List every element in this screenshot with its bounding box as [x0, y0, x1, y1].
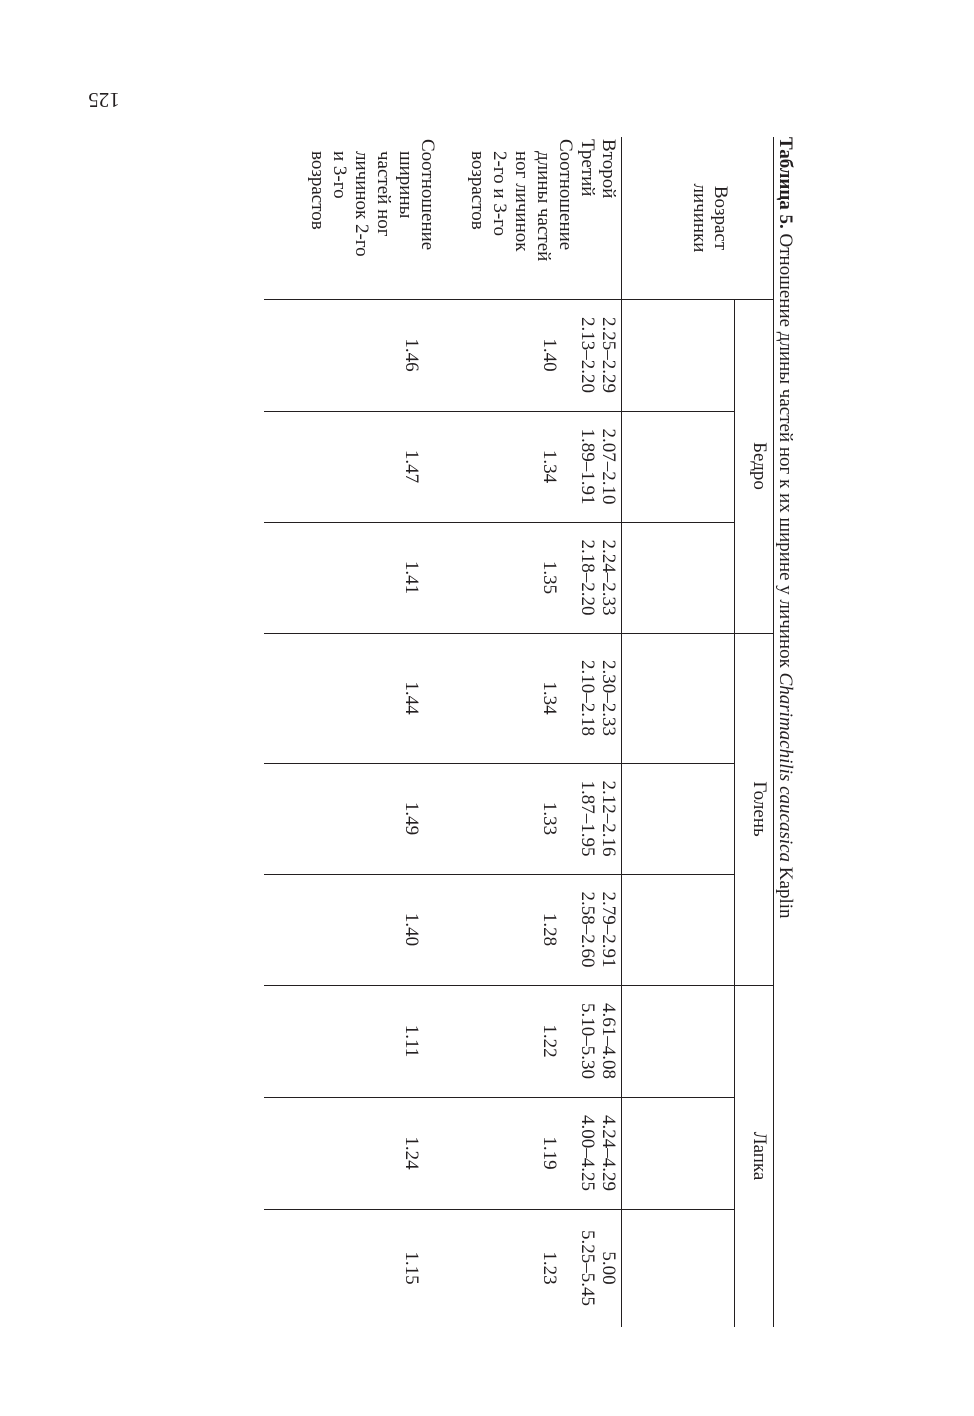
cell-r2-c6: 2.58–2.60 [577, 891, 598, 968]
caption-species: Charimachilis caucasica [775, 672, 796, 863]
table-top-rule [773, 137, 774, 1327]
column-rule [264, 1097, 735, 1098]
cell-r4-c9: 1.15 [401, 1251, 422, 1285]
cell-r3-c3: 1.35 [539, 560, 560, 595]
row-label-length-ratio [466, 139, 576, 299]
caption-label: Таблица 5. [775, 137, 796, 229]
row-label-width-ratio [306, 139, 438, 299]
cell-r3-c2: 1.34 [539, 449, 560, 484]
cell-r2-c7: 5.10–5.30 [577, 1003, 598, 1079]
header-age-line1: Возраст [710, 185, 731, 251]
column-rule [264, 1209, 735, 1210]
cell-r2-c5: 1.87–1.95 [577, 780, 598, 857]
cell-r2-c9: 5.25–5.45 [577, 1230, 598, 1306]
cell-r2-c2: 1.89–1.91 [577, 428, 598, 505]
label-line: возрастов [307, 151, 328, 230]
cell-r3-c5: 1.33 [539, 801, 560, 836]
cell-r4-c3: 1.41 [401, 560, 422, 595]
label-line: ног личинок [511, 151, 532, 252]
label-line: личинок 2-го [351, 151, 372, 257]
label-line: Соотношение [555, 139, 576, 251]
cell-r2-c8: 4.00–4.25 [577, 1115, 598, 1191]
cell-r1-c5: 2.12–2.16 [598, 780, 619, 857]
cell-r2-c4: 2.10–2.18 [577, 660, 598, 736]
header-age-line2: личинки [689, 183, 710, 253]
header-group-tibia: Голень [749, 781, 770, 837]
cell-r1-c8: 4.24–4.29 [598, 1115, 619, 1191]
cell-r3-c9: 1.23 [539, 1251, 560, 1285]
cell-r1-c9: 5.00 [598, 1251, 619, 1285]
row-label-third: Третий [577, 139, 598, 197]
cell-r4-c6: 1.40 [401, 912, 422, 947]
cell-r4-c4: 1.44 [401, 681, 422, 715]
column-rule [264, 299, 774, 300]
caption-text: Отношение длины частей ног к их ширине у личинок [775, 233, 796, 668]
cell-r1-c2: 2.07–2.10 [598, 428, 619, 505]
label-line: и 3-го [329, 151, 350, 199]
cell-r1-c3: 2.24–2.33 [598, 539, 619, 616]
label-line: 2-го и 3-го [489, 151, 510, 236]
label-line: ширины [395, 151, 416, 219]
cell-r3-c4: 1.34 [539, 681, 560, 715]
column-rule [264, 522, 735, 523]
cell-r1-c1: 2.25–2.29 [598, 317, 619, 393]
table-caption [772, 137, 796, 1377]
group-header-rule [734, 300, 735, 1327]
cell-r2-c1: 2.13–2.20 [577, 317, 598, 393]
header-bottom-rule [621, 137, 622, 1327]
cell-r3-c8: 1.19 [539, 1136, 560, 1170]
header-group-femur: Бедро [749, 442, 770, 490]
row-label-second: Второй [598, 139, 619, 199]
cell-r1-c6: 2.79–2.91 [598, 891, 619, 968]
column-rule [264, 411, 735, 412]
label-line: длины частей [533, 151, 554, 262]
column-rule [264, 763, 735, 764]
column-rule [264, 874, 735, 875]
cell-r3-c6: 1.28 [539, 912, 560, 947]
cell-r4-c1: 1.46 [401, 338, 422, 372]
header-group-tarsus: Лапка [749, 1131, 770, 1181]
caption-author: Kaplin [775, 866, 796, 919]
cell-r4-c8: 1.24 [401, 1136, 422, 1170]
group-rule [264, 985, 774, 986]
group-rule [264, 633, 774, 634]
cell-r3-c1: 1.40 [539, 338, 560, 372]
cell-r4-c5: 1.49 [401, 801, 422, 836]
page-number: 125 [88, 88, 120, 112]
cell-r4-c2: 1.47 [401, 449, 422, 484]
label-line: Соотношение [417, 139, 438, 251]
data-table [264, 137, 774, 1327]
label-line: частей ног [373, 151, 394, 237]
cell-r4-c7: 1.11 [401, 1024, 422, 1058]
cell-r3-c7: 1.22 [539, 1024, 560, 1058]
cell-r2-c3: 2.18–2.20 [577, 539, 598, 616]
label-line: возрастов [467, 151, 488, 230]
cell-r1-c7: 4.61–4.08 [598, 1003, 619, 1079]
cell-r1-c4: 2.30–2.33 [598, 660, 619, 736]
rotated-table-block [236, 137, 796, 1377]
